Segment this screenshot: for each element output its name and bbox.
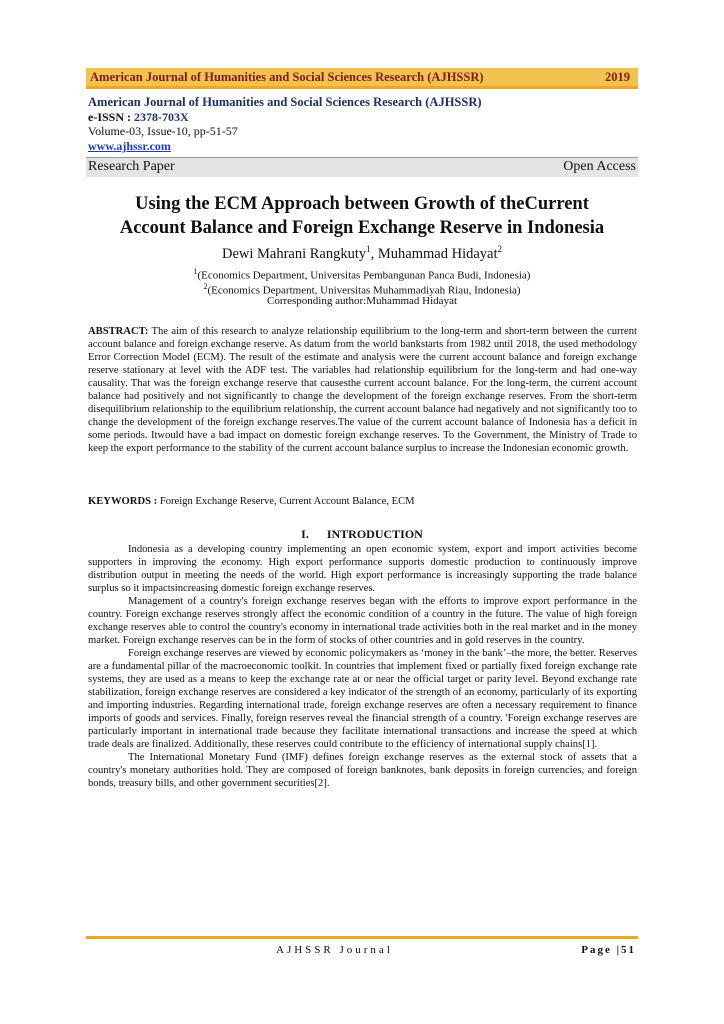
keywords-text: Foreign Exchange Reserve, Current Account Balance, ECM — [157, 496, 415, 507]
abstract — [88, 325, 637, 455]
introduction-body — [88, 543, 637, 790]
paragraph: Management of a country's foreign exchange reserves began with the efforts to improve export performance in the country. Foreign exchange reserves strongly affect the economic condition of a country in the future. The value of high foreign exchange reserves able to control the country's economy in international trade activities both in the real market and in the money market. Foreign exchange reserves can be in the form of stocks of other countries and in gold reserves in the country. — [88, 596, 637, 646]
paragraph: Indonesia as a developing country implementing an open economic system, export and import activities become supporters in improving the economy. High export performance supports domestic production to continuously improve distribution output in meeting the needs of the world. High export performance is increasingly supporting the trade balance surplus so it impactsincreasing domestic foreign exchange reserves. — [88, 544, 637, 594]
paragraph: The International Monetary Fund (IMF) defines foreign exchange reserves as the external stock of assets that a country's monetary authorities hold. They are composed of foreign banknotes, bank deposits in foreign currencies, and foreign bonds, treasury bills, and other government securities[2]. — [88, 752, 637, 789]
aff2-text: (Economics Department, Universitas Muhammadiyah Riau, Indonesia) — [207, 284, 521, 297]
meta-volume: Volume-03, Issue-10, pp-51-57 — [88, 124, 238, 138]
footer-page — [581, 944, 636, 956]
header-journal-title: American Journal of Humanities and Social Sciences Research (AJHSSR) — [90, 70, 484, 84]
corresponding-author: Corresponding author:Muhammad Hidayat — [266, 295, 458, 307]
meta-journal-name: American Journal of Humanities and Social Sciences Research (AJHSSR) — [88, 95, 482, 109]
access-type: Open Access — [563, 159, 636, 174]
paragraph: Foreign exchange reserves are viewed by economic policymakers as ‘money in the bank’–the more, the better. Reserves are a fundamental pillar of the macroeconomic toolkit. In countries that implement fixed or partially fixed foreign exchange rate systems, they are used as a means to keep the exchange rate at or near the official target or parity level. Beyond exchange rate stabilization, foreign exchange reserves are considered a key indicator of the strength of an economy, particularly of its exporting and importing industries. Regarding international trade, foreign exchange reserves are often a necessary requirement to finance imports of goods and services. Finally, foreign reserves reveal the financial strength of a country. 'Foreign exchange reserves are particularly important in international trade because they facilitate international transactions and increase the speed at which trade deals are finalized. Additionally, these reserves could contribute to the efficiency of international supply chains[1]. — [88, 648, 637, 750]
keywords-label: KEYWORDS : — [88, 496, 158, 507]
issn-label: e-ISSN : — [88, 109, 135, 124]
issn-number: 2378-703X — [134, 109, 189, 124]
footer-journal: AJHSSR Journal — [276, 944, 393, 956]
author-list — [86, 244, 638, 263]
aff1-text: (Economics Department, Universitas Pembangunan Panca Budi, Indonesia) — [197, 269, 531, 282]
keywords — [88, 495, 637, 508]
header-year: 2019 — [605, 70, 630, 84]
author-2-sup: 2 — [497, 244, 503, 254]
author-separator: , — [370, 245, 378, 262]
author-1-sup: 1 — [366, 244, 371, 254]
paper-type-bar — [86, 157, 638, 177]
title-line-2: Account Balance and Foreign Exchange Reserve in Indonesia — [119, 218, 605, 238]
footer-page-number: 51 — [621, 944, 636, 956]
journal-meta — [88, 95, 638, 153]
section-heading-introduction: I. INTRODUCTION — [301, 527, 423, 541]
footer-rule — [86, 936, 638, 939]
title-line-1: Using the ECM Approach between Growth of theCurrent — [135, 194, 589, 214]
author-1: Dewi Mahrani Rangkuty — [221, 245, 367, 262]
abstract-text: The aim of this research to analyze relationship equilibrium to the long-term and short-term between the current account balance and foreign exchange reserve. As datum from the world bankstarts from 1982 until 2018, the used methodology Error Correction Model (ECM). The result of the estimate and analysis were the current account balance and foreign exchange reserve stationary at level with the ADF test. The variables had relationship equilibrium for the long-term and had one-way causality. That was the foreign exchange reserve that causesthe current account balance. For the long-term, the current account balance had positively and not significantly to change the development of the foreign exchange reserves. From the short-term disequilibrium relationship to the equilibrium relationship, the current account balance had negatively and not significantly too to change the development of the foreign exchange reserves.The value of the current account balance of Indonesia has a deficit in some periods. Itwould have a bad impact on domestic foreign exchange reserves. To the Government, the Ministry of Trade to keep the export performance to the stability of the current account balance surplus to increase the Indonesian economic growth. — [88, 326, 637, 454]
meta-issn — [88, 110, 638, 125]
abstract-label: ABSTRACT: — [88, 326, 149, 337]
paper-title — [86, 192, 638, 240]
paper-type: Research Paper — [88, 159, 175, 174]
aff2-sup: 2 — [203, 282, 208, 291]
footer-page-label: Page | — [581, 944, 621, 956]
aff1-sup: 1 — [193, 267, 198, 276]
journal-url-link[interactable]: www.ajhssr.com — [88, 138, 171, 153]
journal-header-bar — [86, 68, 638, 89]
author-2: Muhammad Hidayat — [377, 245, 498, 262]
